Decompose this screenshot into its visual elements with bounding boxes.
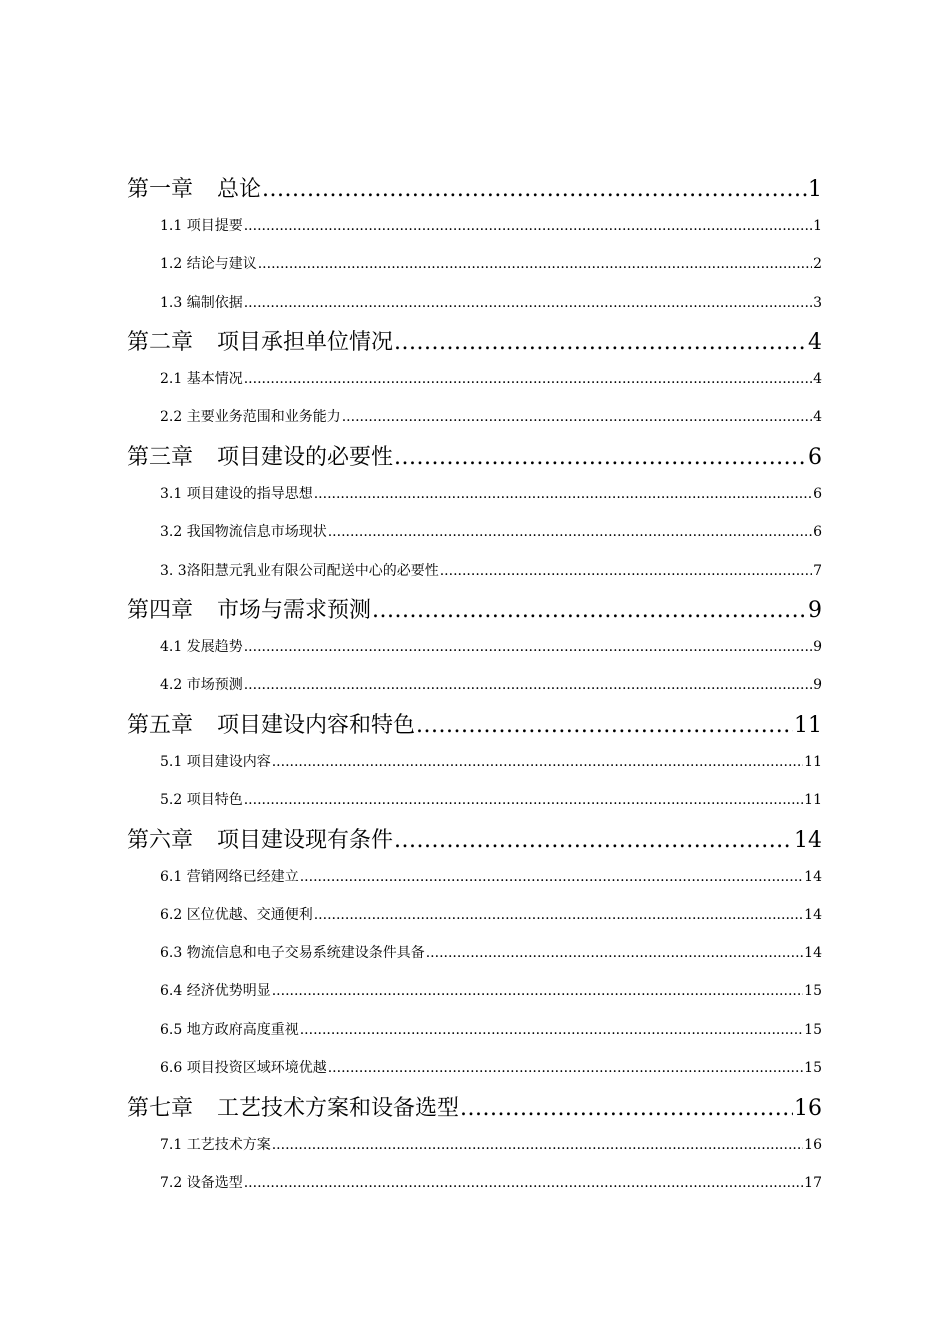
dot-leader [394,330,807,355]
chapter-number: 第三章 [127,445,194,470]
toc-entry-title: 6.2 区位优越、交通便利 [160,907,313,923]
toc-entry-title: 市场与需求预测 [217,598,372,623]
toc-entry-title: 4.2 市场预测 [160,677,243,693]
toc-entry-title: 6.5 地方政府高度重视 [160,1022,299,1038]
dot-leader [328,524,812,540]
toc-chapter-entry[interactable] [127,1091,822,1122]
toc-entry-label [160,368,243,388]
toc-entry-label [160,789,243,809]
toc-entry-label [160,521,327,541]
toc-chapter-entry[interactable] [127,172,822,203]
toc-section-entry[interactable] [160,215,822,235]
toc-page-number: 9 [813,639,822,655]
toc-entry-label [160,560,439,580]
toc-section-entry[interactable] [160,980,822,1000]
toc-section-entry[interactable] [160,942,822,962]
toc-entry-title: 项目建设内容和特色 [217,713,416,738]
toc-entry-title: 1.2 结论与建议 [160,256,257,272]
toc-section-entry[interactable] [160,674,822,694]
toc-section-entry[interactable] [160,751,822,771]
toc-entry-label [160,483,313,503]
toc-page-number: 9 [813,677,822,693]
dot-leader [300,869,803,885]
toc-section-entry[interactable] [160,521,822,541]
dot-leader [328,1060,803,1076]
toc-section-entry[interactable] [160,1172,822,1192]
toc-page-number: 1 [808,177,822,202]
toc-page-number: 6 [813,486,822,502]
dot-leader [244,639,812,655]
toc-chapter-entry[interactable] [127,708,822,739]
chapter-number: 第二章 [127,330,194,355]
dot-leader [244,677,812,693]
toc-entry-label [160,866,299,886]
dot-leader [300,1022,803,1038]
toc-section-entry[interactable] [160,1057,822,1077]
dot-leader [440,563,812,579]
toc-page-number: 11 [794,713,822,738]
toc-section-entry[interactable] [160,292,822,312]
toc-entry-label [127,440,393,471]
dot-leader [258,256,812,272]
toc-entry-title: 1.1 项目提要 [160,218,243,234]
toc-page-number: 4 [813,409,822,425]
toc-entry-label [160,636,243,656]
chapter-number: 第四章 [127,598,194,623]
dot-leader [314,486,812,502]
toc-entry-label [160,406,341,426]
chapter-number: 第五章 [127,713,194,738]
toc-section-entry[interactable] [160,866,822,886]
dot-leader [272,754,803,770]
chapter-number: 第一章 [127,177,194,202]
toc-entry-title: 工艺技术方案和设备选型 [217,1096,460,1121]
toc-entry-label [127,823,393,854]
toc-entry-label [160,1172,243,1192]
toc-page-number: 14 [794,828,822,853]
dot-leader [342,409,812,425]
toc-entry-label [127,172,261,203]
toc-page-number: 9 [808,598,822,623]
toc-entry-label [160,253,257,273]
toc-entry-title: 2.1 基本情况 [160,371,243,387]
toc-page-number: 16 [794,1096,822,1121]
dot-leader [394,828,793,853]
toc-section-entry[interactable] [160,904,822,924]
toc-section-entry[interactable] [160,253,822,273]
toc-page-number: 3 [813,295,822,311]
dot-leader [244,371,812,387]
toc-chapter-entry[interactable] [127,440,822,471]
toc-page-number: 6 [813,524,822,540]
toc-entry-title: 7.1 工艺技术方案 [160,1137,271,1153]
toc-section-entry[interactable] [160,789,822,809]
dot-leader [272,1137,803,1153]
toc-page-number: 4 [808,330,822,355]
toc-page-number: 11 [804,754,822,770]
toc-chapter-entry[interactable] [127,823,822,854]
toc-page-number: 14 [804,945,822,961]
toc-entry-label [160,1057,327,1077]
toc-entry-label [160,942,425,962]
dot-leader [372,598,807,623]
toc-entry-label [160,1134,271,1154]
toc-entry-title: 6.3 物流信息和电子交易系统建设条件具备 [160,945,425,961]
dot-leader [244,218,812,234]
dot-leader [460,1096,793,1121]
toc-section-entry[interactable] [160,368,822,388]
toc-entry-title: 6.4 经济优势明显 [160,983,271,999]
toc-entry-title: 项目建设现有条件 [217,828,394,853]
toc-entry-title: 3.1 项目建设的指导思想 [160,486,313,502]
toc-entry-title: 5.2 项目特色 [160,792,243,808]
dot-leader [272,983,803,999]
toc-entry-label [160,292,243,312]
toc-page-number: 7 [813,563,822,579]
toc-page-number: 6 [808,445,822,470]
toc-entry-label [127,325,393,356]
toc-entry-title: 总论 [217,177,262,202]
toc-section-entry[interactable] [160,1134,822,1154]
toc-entry-label [160,751,271,771]
toc-chapter-entry[interactable] [127,325,822,356]
toc-entry-title: 项目承担单位情况 [217,330,394,355]
toc-entry-title: 7.2 设备选型 [160,1175,243,1191]
toc-page-number: 4 [813,371,822,387]
toc-page-number: 1 [813,218,822,234]
toc-entry-label [160,980,271,1000]
toc-entry-label [160,674,243,694]
toc-section-entry[interactable] [160,483,822,503]
toc-page-number: 14 [804,907,822,923]
toc-entry-label [127,593,371,624]
dot-leader [244,295,812,311]
dot-leader [394,445,807,470]
toc-page-number: 2 [813,256,822,272]
toc-page-number: 11 [804,792,822,808]
toc-entry-title: 5.1 项目建设内容 [160,754,271,770]
toc-entry-title: 4.1 发展趋势 [160,639,243,655]
dot-leader [426,945,803,961]
toc-entry-title: 1.3 编制依据 [160,295,243,311]
toc-entry-label [160,215,243,235]
toc-page-number: 15 [804,1022,822,1038]
toc-entry-title: 6.1 营销网络已经建立 [160,869,299,885]
toc-section-entry[interactable] [160,560,822,580]
toc-entry-label [160,904,313,924]
dot-leader [262,177,807,202]
dot-leader [244,792,803,808]
toc-entry-label [160,1019,299,1039]
dot-leader [314,907,803,923]
toc-entry-label [127,1091,459,1122]
toc-entry-title: 6.6 项目投资区域环境优越 [160,1060,327,1076]
toc-page-number: 14 [804,869,822,885]
dot-leader [244,1175,803,1191]
toc-chapter-entry[interactable] [127,593,822,624]
toc-entry-label [127,708,415,739]
chapter-number: 第七章 [127,1096,194,1121]
toc-entry-title: 3. 3洛阳慧元乳业有限公司配送中心的必要性 [160,563,439,579]
toc-page-number: 17 [804,1175,822,1191]
toc-entry-title: 项目建设的必要性 [217,445,394,470]
toc-section-entry[interactable] [160,636,822,656]
toc-entry-title: 2.2 主要业务范围和业务能力 [160,409,341,425]
toc-section-entry[interactable] [160,1019,822,1039]
chapter-number: 第六章 [127,828,194,853]
toc-page-number: 16 [804,1137,822,1153]
toc-page-number: 15 [804,983,822,999]
toc-page-number: 15 [804,1060,822,1076]
toc-section-entry[interactable] [160,406,822,426]
toc-entry-title: 3.2 我国物流信息市场现状 [160,524,327,540]
dot-leader [416,713,793,738]
